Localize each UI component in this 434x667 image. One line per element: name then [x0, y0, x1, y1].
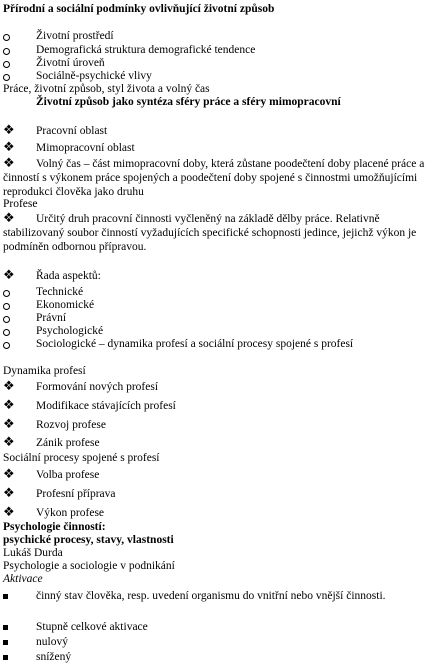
work-leisure-line: Práce, životní způsob, styl života a volný čas: [3, 83, 210, 95]
circle-bullet-icon: [3, 74, 10, 81]
list-item: Právní: [3, 311, 430, 325]
circle-bullet-icon: [3, 48, 10, 55]
diamond-bullet-icon: ❖: [3, 467, 15, 482]
diamond-bullet-icon: ❖: [3, 123, 15, 138]
diamond-bullet-icon: ❖: [3, 486, 15, 501]
list-item: Technické: [3, 285, 430, 299]
diamond-bullet-icon: ❖: [3, 379, 15, 394]
list-item: Životní prostředí: [3, 29, 430, 43]
list-item: ❖ Volba profese: [3, 467, 100, 482]
list-item: ❖ Řada aspektů:: [3, 268, 101, 283]
profession-definition: Určitý druh pracovní činnosti vyčleněný na základě dělby práce. Relativně stabilizovaný soubor činností vyžadujících specifické schopnosti jedince, jejichž výkon je podmíněn odbornou přípravou.: [3, 213, 417, 253]
list-item: Životní úroveň: [3, 56, 430, 70]
square-bullet-icon: [3, 594, 8, 599]
course-name: Psychologie a sociologie v podnikání: [3, 560, 175, 572]
circle-bullet-icon: [3, 342, 10, 349]
dynamics-label: Dynamika profesí: [3, 365, 86, 377]
list-item: Stupně celkové aktivace: [3, 620, 430, 634]
list-item: ❖ Rozvoj profese: [3, 417, 106, 432]
list-item: Sociálně-psychické vlivy: [3, 69, 430, 83]
square-bullet-icon: [3, 655, 8, 660]
diamond-bullet-icon: ❖: [3, 417, 15, 432]
list-item: ❖ Výkon profese: [3, 505, 105, 520]
list-item: ❖ Mimopracovní oblast: [3, 140, 135, 155]
list-item: [3, 212, 430, 254]
circle-bullet-icon: [3, 329, 10, 336]
square-bullet-icon: [3, 640, 8, 645]
psychology-subheading: psychické procesy, stavy, vlastnosti: [3, 534, 174, 546]
circle-bullet-icon: [3, 316, 10, 323]
doc-title: Přírodní a sociální podmínky ovlivňující životní způsob: [3, 3, 275, 15]
square-bullet-icon: [3, 625, 8, 630]
profession-label: Profese: [3, 198, 38, 210]
list-item: ❖ Modifikace stávajících profesí: [3, 398, 176, 413]
circle-bullet-icon: [3, 34, 10, 41]
list-item: ❖ Zánik profese: [3, 435, 100, 450]
list-item: činný stav člověka, resp. uvedení organismu do vnitřní nebo vnější činnosti.: [3, 589, 430, 603]
list-item: ❖ Formování nových profesí: [3, 379, 159, 394]
circle-bullet-icon: [3, 303, 10, 310]
diamond-bullet-icon: ❖: [3, 505, 15, 520]
free-time-definition: Volný čas – část mimopracovní doby, která zůstane poodečtení doby placené práce a činností s výkonem práce spojených a poodečtení doby spojené s činnostmi umožňujícími reprodukci člověka jako druhu: [3, 158, 425, 198]
author: Lukáš Durda: [3, 547, 63, 559]
diamond-bullet-icon: ❖: [3, 211, 15, 226]
diamond-bullet-icon: ❖: [3, 156, 15, 171]
diamond-bullet-icon: ❖: [3, 435, 15, 450]
list-item: ❖ Pracovní oblast: [3, 123, 108, 138]
psychology-heading: Psychologie činností:: [3, 521, 106, 533]
list-item: Psychologické: [3, 324, 430, 338]
diamond-bullet-icon: ❖: [3, 268, 15, 283]
diamond-bullet-icon: ❖: [3, 398, 15, 413]
list-item: nulový: [3, 635, 430, 649]
list-item: snížený: [3, 650, 430, 664]
list-item: ❖ Profesní příprava: [3, 486, 116, 501]
list-item: [3, 157, 430, 199]
circle-bullet-icon: [3, 61, 10, 68]
social-label: Sociální procesy spojené s profesí: [3, 452, 160, 464]
list-item: Demografická struktura demografické tendence: [3, 43, 430, 57]
list-item: Ekonomické: [3, 298, 430, 312]
diamond-bullet-icon: ❖: [3, 140, 15, 155]
activation-label: Aktivace: [3, 573, 43, 585]
list-item: Sociologické – dynamika profesí a sociální procesy spojené s profesí: [3, 337, 430, 351]
synthesis-heading: Životní způsob jako syntéza sféry práce a sféry mimopracovní: [36, 96, 341, 108]
circle-bullet-icon: [3, 290, 10, 297]
